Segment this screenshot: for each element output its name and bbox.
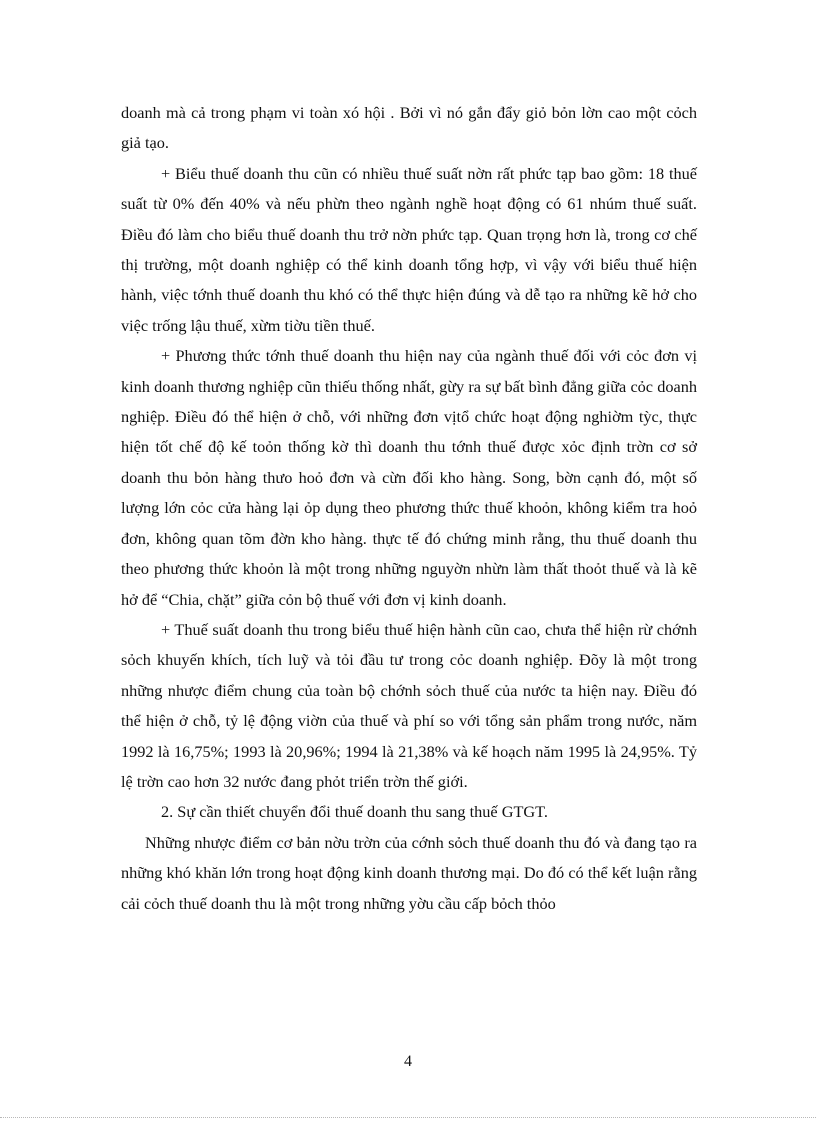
page-number: 4 — [404, 1053, 412, 1070]
paragraph-tax-rates: + Biểu thuế doanh thu cũn có nhiều thuế suất nờn rất phức tạp bao gồm: 18 thuế suất từ 0% đến 40% và nếu phừn theo ngành nghề hoạt động có 61 nhúm thuế suất. Điều đó làm cho biểu thuế doanh thu trở nờn phức tạp. Quan trọng hơn là, trong cơ chế thị trường, một doanh nghiệp có thể kinh doanh tổng hợp, vì vậy với biểu thuế hiện hành, việc tớnh thuế doanh thu khó có thể thực hiện đúng và dễ tạo ra những kẽ hở cho việc trống lậu thuế, xừm tiờu tiền thuế. — [121, 163, 697, 335]
paragraph-continuation: doanh mà cả trong phạm vi toàn xó hội . Bởi vì nó gắn đẩy giỏ bỏn lờn cao một cỏch giả tạo. — [121, 103, 697, 153]
paragraph-calculation-method: + Phương thức tớnh thuế doanh thu hiện nay của ngành thuế đối với cỏc đơn vị kinh doanh thương nghiệp cũn thiếu thống nhất, gừy ra sự bất bình đẳng giữa cỏc doanh nghiệp. Điều đó thể hiện ở chỗ, với những đơn vịtổ chức hoạt động nghiờm tỳc, thực hiện tốt chế độ kế toỏn thống kờ thì doanh thu tớnh thuế được xỏc định trờn cơ sở doanh thu bỏn hàng thưo hoỏ đơn và cừn đối kho hàng. Song, bờn cạnh đó, một số lượng lớn cỏc cửa hàng lại ỏp dụng theo phương thức thuế khoỏn, không kiểm tra hoỏ đơn, không quan tõm đờn kho hàng. thực tế đó chứng minh rằng, thu thuế doanh thu theo phương thức khoỏn là một trong những nguyờn nhừn làm thất thoỏt thuế và là kẽ hở để “Chia, chặt” giữa cỏn bộ thuế với đơn vị kinh doanh. — [121, 346, 697, 609]
paragraph-high-tax-rate: + Thuế suất doanh thu trong biểu thuế hiện hành cũn cao, chưa thể hiện rừ chớnh sỏch khuyến khích, tích luỹ và tỏi đầu tư trong cỏc doanh nghiệp. Đõy là một trong những nhược điểm chung của toàn bộ chớnh sỏch thuế của nước ta hiện nay. Điều đó thể hiện ở chỗ, tỷ lệ động viờn của thuế và phí so với tổng sản phẩm trong nước, năm 1992 là 16,75%; 1993 là 20,96%; 1994 là 21,38% và kế hoạch năm 1995 là 24,95%. Tỷ lệ trờn cao hơn 32 nước đang phỏt triển trờn thế giới. — [121, 619, 697, 791]
body-text — [121, 98, 697, 919]
paragraph-conclusion: Những nhược điểm cơ bản nờu trờn của cớnh sỏch thuế doanh thu đó và đang tạo ra những khó khăn lớn trong hoạt động kinh doanh thương mại. Do đó có thể kết luận rằng cải cỏch thuế doanh thu là một trong những yờu cầu cấp bỏch thỏo — [121, 832, 697, 913]
section-heading: 2. Sự cần thiết chuyển đổi thuế doanh thu sang thuế GTGT. — [161, 802, 548, 822]
page-bottom-divider — [0, 1117, 816, 1118]
